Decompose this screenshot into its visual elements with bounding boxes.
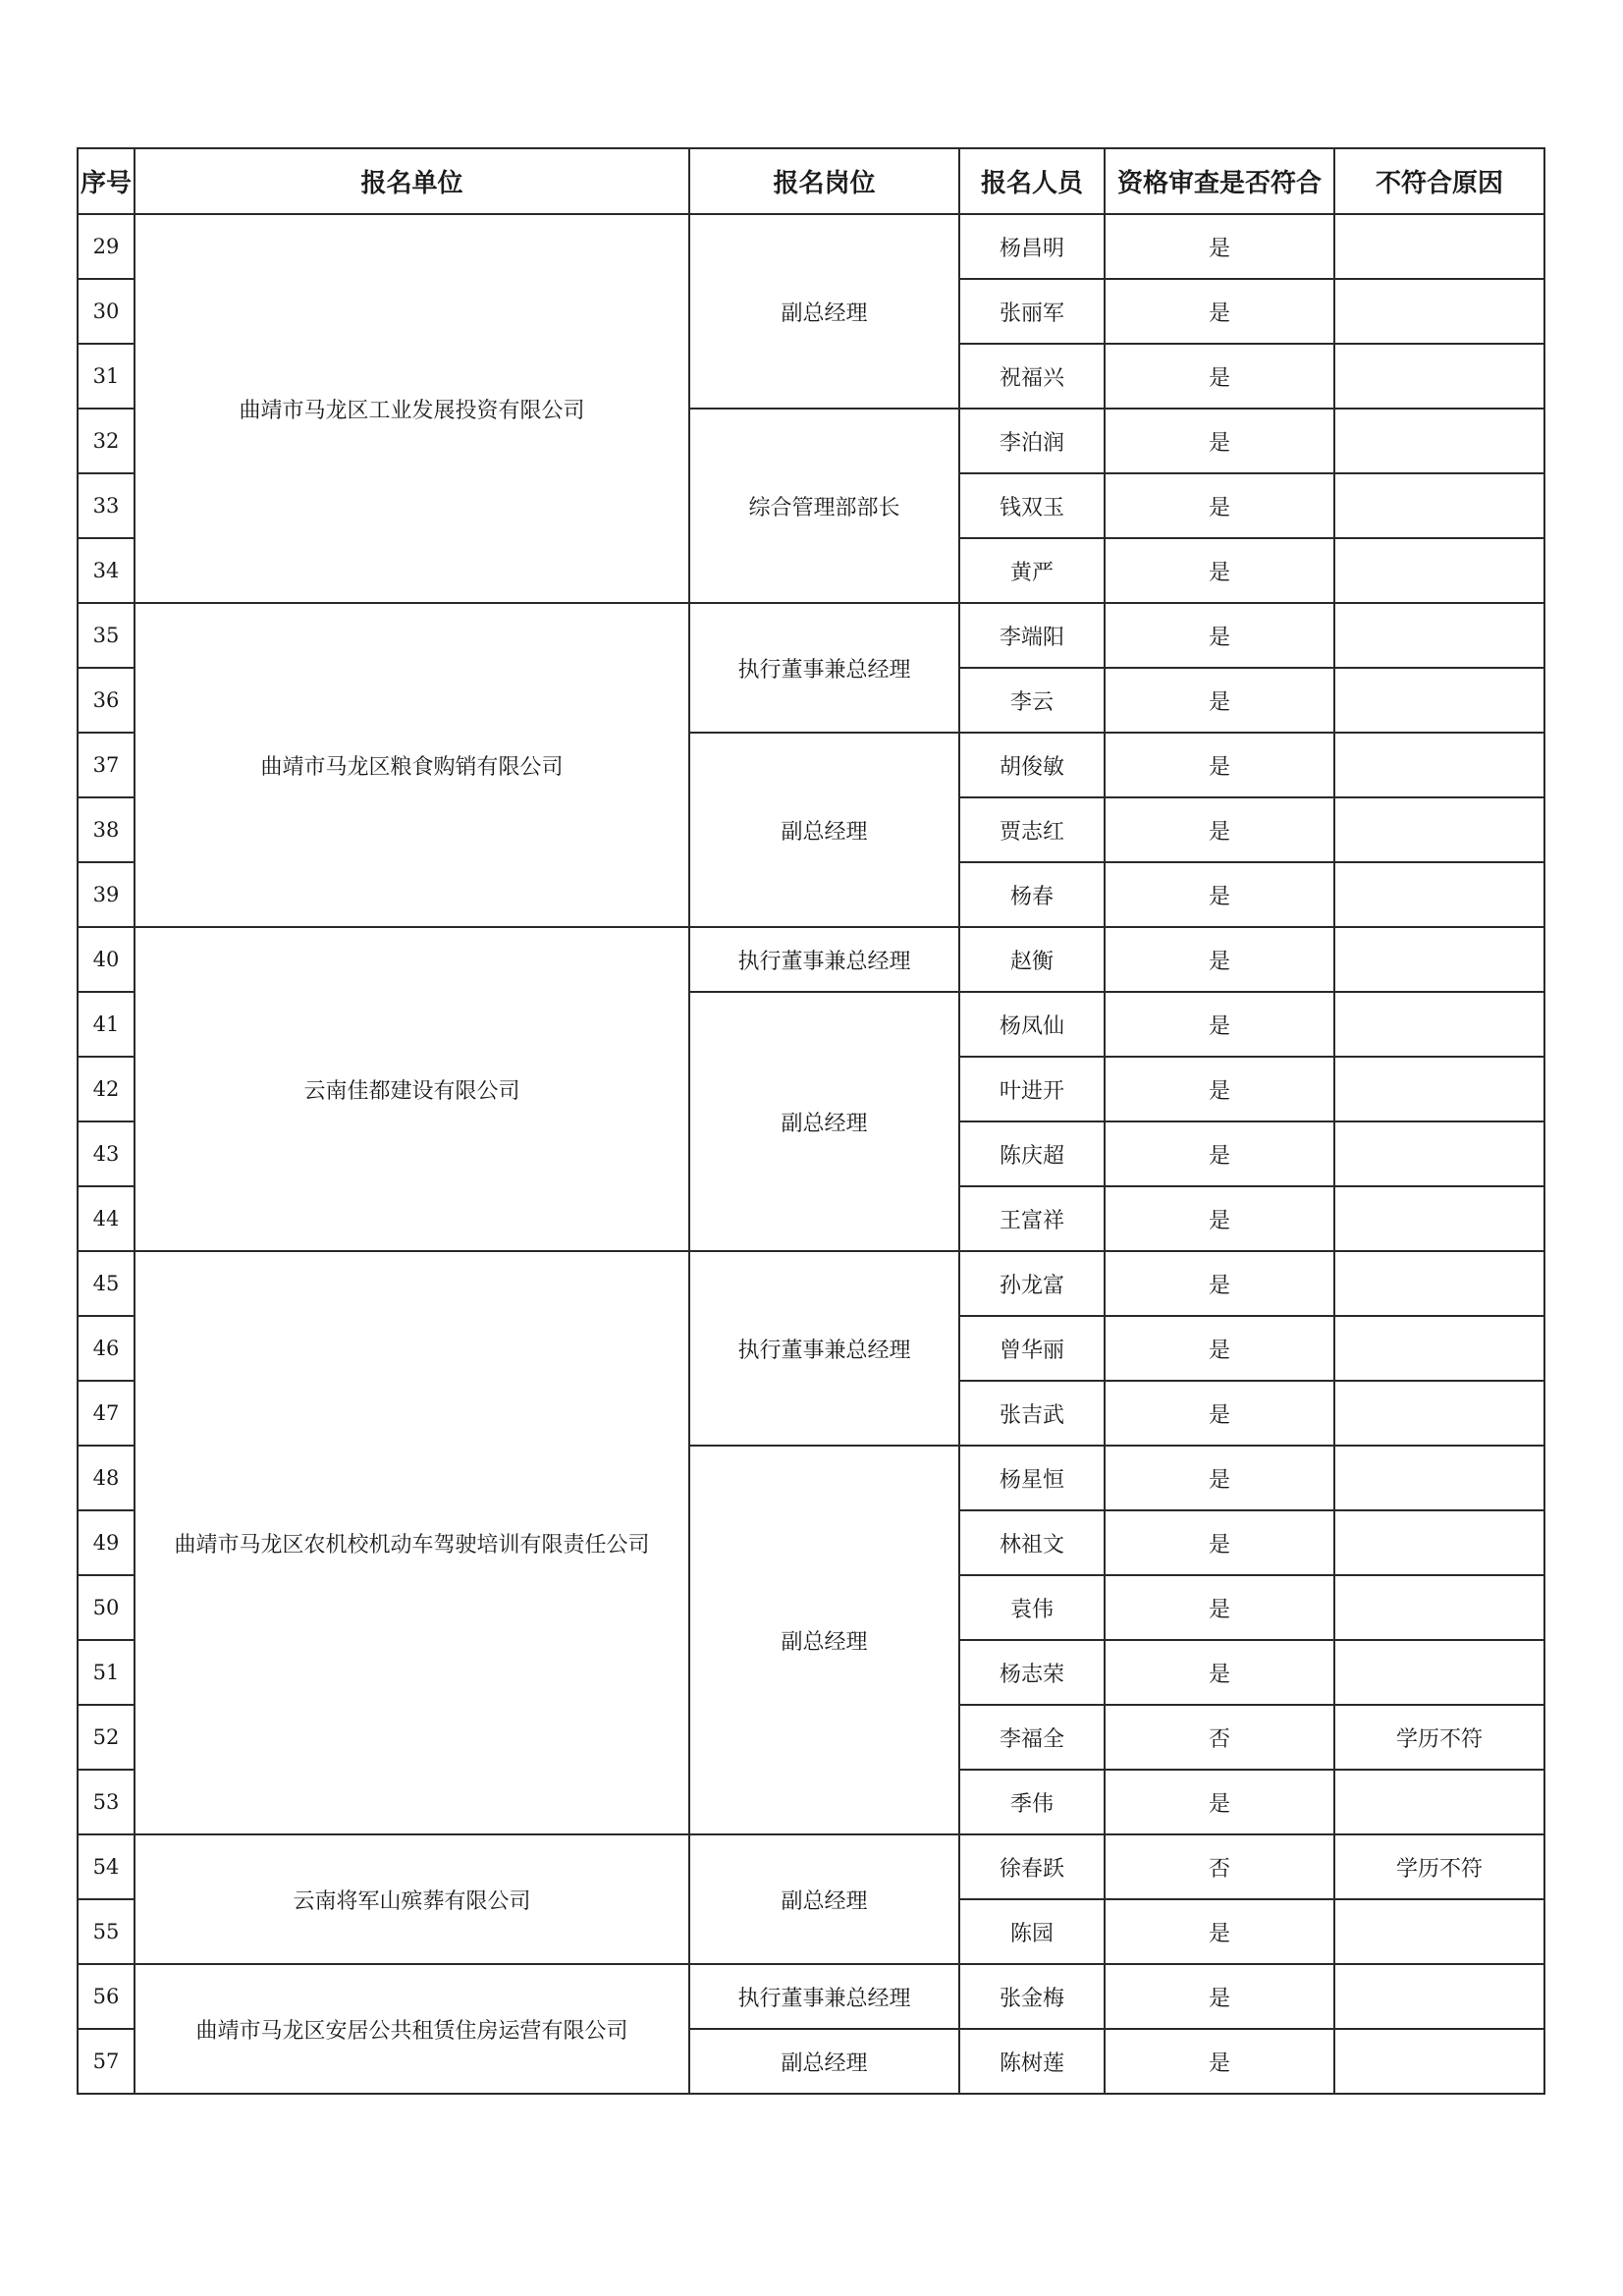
applicant-name-cell: 胡俊敏 [959,733,1105,797]
seq-cell: 53 [78,1770,135,1834]
qualified-cell: 是 [1105,1640,1334,1705]
seq-cell: 38 [78,797,135,862]
seq-cell: 41 [78,992,135,1057]
qualified-cell: 是 [1105,1510,1334,1575]
qualified-cell: 是 [1105,1381,1334,1446]
table-row [78,1251,1544,1316]
applicant-name-cell: 王富祥 [959,1186,1105,1251]
applicant-name-cell: 李泊润 [959,409,1105,473]
seq-cell: 50 [78,1575,135,1640]
qualified-cell: 是 [1105,1121,1334,1186]
qualified-cell: 是 [1105,927,1334,992]
reason-cell: 学历不符 [1334,1834,1544,1899]
applicant-name-cell: 钱双玉 [959,473,1105,538]
reason-cell [1334,603,1544,668]
reason-cell [1334,1316,1544,1381]
qualified-cell: 是 [1105,1770,1334,1834]
qualified-cell: 是 [1105,1186,1334,1251]
reason-cell [1334,214,1544,279]
seq-cell: 34 [78,538,135,603]
header-unit: 报名单位 [135,148,689,214]
header-post: 报名岗位 [689,148,959,214]
table-row [78,1964,1544,2029]
seq-cell: 52 [78,1705,135,1770]
applicant-name-cell: 袁伟 [959,1575,1105,1640]
seq-cell: 32 [78,409,135,473]
applicant-name-cell: 孙龙富 [959,1251,1105,1316]
seq-cell: 31 [78,344,135,409]
seq-cell: 29 [78,214,135,279]
qualified-cell: 是 [1105,1899,1334,1964]
qualified-cell: 是 [1105,279,1334,344]
reason-cell [1334,668,1544,733]
seq-cell: 42 [78,1057,135,1121]
qualified-cell: 是 [1105,862,1334,927]
seq-cell: 55 [78,1899,135,1964]
applicant-name-cell: 李福全 [959,1705,1105,1770]
qualification-review-table [77,147,1545,2095]
applicant-name-cell: 张吉武 [959,1381,1105,1446]
reason-cell [1334,1640,1544,1705]
qualified-cell: 是 [1105,409,1334,473]
unit-cell: 曲靖市马龙区粮食购销有限公司 [135,603,689,927]
applicant-name-cell: 陈庆超 [959,1121,1105,1186]
seq-cell: 56 [78,1964,135,2029]
applicant-name-cell: 杨凤仙 [959,992,1105,1057]
seq-cell: 33 [78,473,135,538]
applicant-name-cell: 杨昌明 [959,214,1105,279]
reason-cell [1334,1575,1544,1640]
unit-cell: 曲靖市马龙区安居公共租赁住房运营有限公司 [135,1964,689,2094]
table-header-row [78,148,1544,214]
table-row [78,603,1544,668]
reason-cell [1334,344,1544,409]
applicant-name-cell: 张金梅 [959,1964,1105,2029]
header-applicant: 报名人员 [959,148,1105,214]
header-qualified: 资格审查是否符合 [1105,148,1334,214]
qualified-cell: 是 [1105,1575,1334,1640]
qualified-cell: 是 [1105,733,1334,797]
qualified-cell: 是 [1105,473,1334,538]
seq-cell: 48 [78,1446,135,1510]
header-reason: 不符合原因 [1334,148,1544,214]
applicant-name-cell: 林祖文 [959,1510,1105,1575]
seq-cell: 37 [78,733,135,797]
applicant-name-cell: 黄严 [959,538,1105,603]
post-cell: 综合管理部部长 [689,409,959,603]
applicant-name-cell: 徐春跃 [959,1834,1105,1899]
seq-cell: 46 [78,1316,135,1381]
post-cell: 副总经理 [689,1446,959,1834]
post-cell: 副总经理 [689,214,959,409]
unit-cell: 曲靖市马龙区农机校机动车驾驶培训有限责任公司 [135,1251,689,1834]
unit-cell: 曲靖市马龙区工业发展投资有限公司 [135,214,689,603]
applicant-name-cell: 陈园 [959,1899,1105,1964]
seq-cell: 35 [78,603,135,668]
reason-cell [1334,279,1544,344]
unit-cell: 云南将军山殡葬有限公司 [135,1834,689,1964]
table-row [78,1834,1544,1899]
reason-cell [1334,1770,1544,1834]
qualified-cell: 是 [1105,797,1334,862]
reason-cell [1334,1446,1544,1510]
qualified-cell: 是 [1105,214,1334,279]
post-cell: 执行董事兼总经理 [689,1251,959,1446]
seq-cell: 49 [78,1510,135,1575]
reason-cell [1334,1964,1544,2029]
reason-cell [1334,927,1544,992]
reason-cell [1334,1899,1544,1964]
qualified-cell: 是 [1105,344,1334,409]
qualified-cell: 是 [1105,1964,1334,2029]
applicant-name-cell: 陈树莲 [959,2029,1105,2094]
reason-cell [1334,797,1544,862]
applicant-name-cell: 贾志红 [959,797,1105,862]
reason-cell [1334,473,1544,538]
table-body [78,214,1544,2094]
qualified-cell: 否 [1105,1834,1334,1899]
seq-cell: 39 [78,862,135,927]
seq-cell: 51 [78,1640,135,1705]
reason-cell [1334,409,1544,473]
applicant-name-cell: 李端阳 [959,603,1105,668]
seq-cell: 45 [78,1251,135,1316]
applicant-name-cell: 叶进开 [959,1057,1105,1121]
qualified-cell: 否 [1105,1705,1334,1770]
qualified-cell: 是 [1105,2029,1334,2094]
qualified-cell: 是 [1105,1446,1334,1510]
seq-cell: 30 [78,279,135,344]
qualified-cell: 是 [1105,1251,1334,1316]
reason-cell [1334,1186,1544,1251]
post-cell: 执行董事兼总经理 [689,927,959,992]
post-cell: 副总经理 [689,1834,959,1964]
applicant-name-cell: 祝福兴 [959,344,1105,409]
post-cell: 副总经理 [689,733,959,927]
reason-cell [1334,1510,1544,1575]
applicant-name-cell: 赵衡 [959,927,1105,992]
reason-cell [1334,1251,1544,1316]
qualified-cell: 是 [1105,603,1334,668]
qualified-cell: 是 [1105,1316,1334,1381]
applicant-name-cell: 杨春 [959,862,1105,927]
applicant-name-cell: 张丽军 [959,279,1105,344]
unit-cell: 云南佳都建设有限公司 [135,927,689,1251]
qualified-cell: 是 [1105,1057,1334,1121]
reason-cell [1334,2029,1544,2094]
applicant-name-cell: 季伟 [959,1770,1105,1834]
reason-cell [1334,538,1544,603]
seq-cell: 44 [78,1186,135,1251]
seq-cell: 43 [78,1121,135,1186]
post-cell: 副总经理 [689,992,959,1251]
post-cell: 执行董事兼总经理 [689,603,959,733]
qualified-cell: 是 [1105,992,1334,1057]
post-cell: 执行董事兼总经理 [689,1964,959,2029]
applicant-name-cell: 李云 [959,668,1105,733]
seq-cell: 54 [78,1834,135,1899]
seq-cell: 47 [78,1381,135,1446]
reason-cell: 学历不符 [1334,1705,1544,1770]
seq-cell: 57 [78,2029,135,2094]
applicant-name-cell: 杨志荣 [959,1640,1105,1705]
reason-cell [1334,733,1544,797]
seq-cell: 40 [78,927,135,992]
reason-cell [1334,1381,1544,1446]
qualified-cell: 是 [1105,538,1334,603]
applicant-name-cell: 杨星恒 [959,1446,1105,1510]
seq-cell: 36 [78,668,135,733]
qualified-cell: 是 [1105,668,1334,733]
post-cell: 副总经理 [689,2029,959,2094]
reason-cell [1334,1057,1544,1121]
header-seq: 序号 [78,148,135,214]
reason-cell [1334,862,1544,927]
reason-cell [1334,992,1544,1057]
reason-cell [1334,1121,1544,1186]
table-row [78,927,1544,992]
qualification-review-sheet [77,147,1543,2095]
table-row [78,214,1544,279]
applicant-name-cell: 曾华丽 [959,1316,1105,1381]
